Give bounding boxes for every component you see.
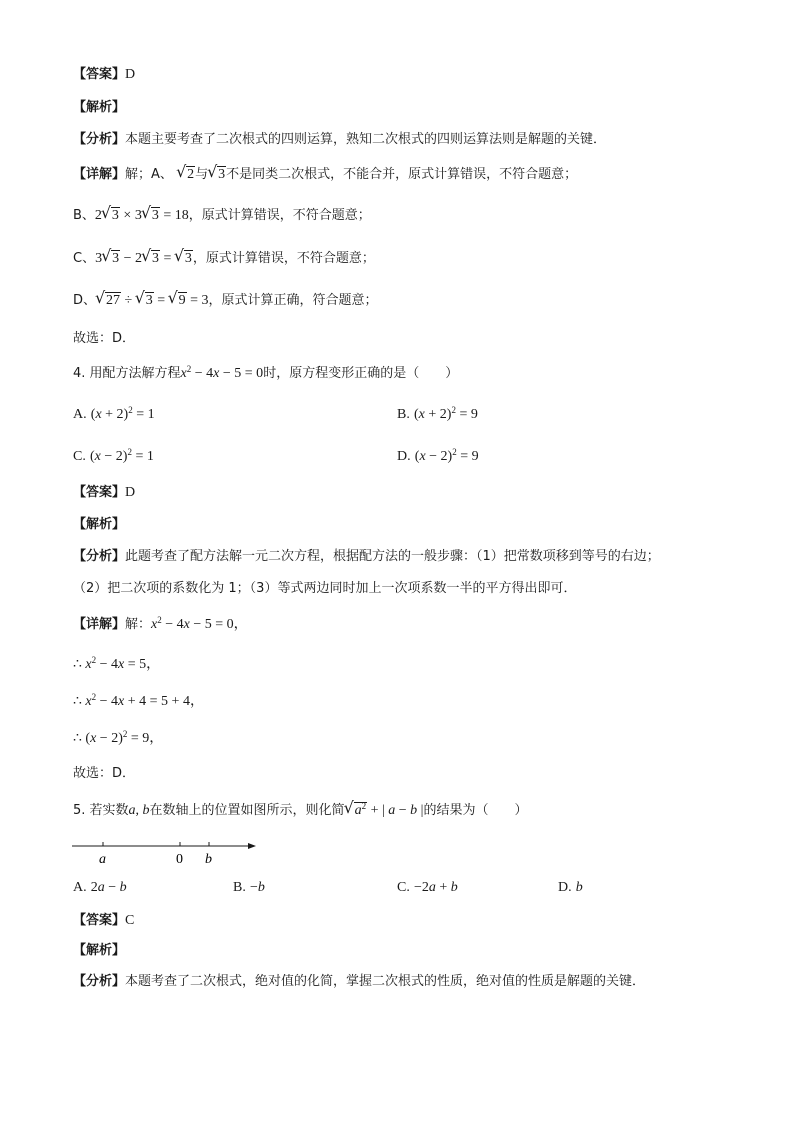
fenxi-tag: 【分析】 — [73, 974, 126, 989]
q3-detail-mid: 与 — [195, 167, 209, 182]
q4-fenxi-text-1: 此题考查了配方法解一元二次方程，根据配方法的一般步骤：（1）把常数项移到等号的右边； — [125, 549, 660, 564]
q5-fenxi-text: 本题考查了二次根式，绝对值的化简，掌握二次根式的性质，绝对值的性质是解题的关键． — [125, 974, 646, 989]
q4-detail-line — [73, 616, 248, 634]
formula-q4-b: $(x + 2)^2 = 9$ — [413, 405, 478, 422]
q3-choose-line — [73, 330, 135, 348]
q5-answer-line — [73, 912, 134, 930]
detail-tag: 【详解】 — [73, 167, 126, 182]
q5-option-a — [73, 879, 127, 897]
q4-option-a — [73, 406, 155, 424]
q4-choose-line — [73, 765, 135, 783]
formula-q4-c: $(x - 2)^2 = 1$ — [89, 447, 154, 464]
q3-b-text: ，原式计算错误，不符合题意； — [188, 208, 371, 223]
q3-c-line — [73, 250, 375, 268]
number-line-arrow-icon — [248, 843, 256, 849]
formula-q4-a: $(x + 2)^2 = 1$ — [90, 405, 155, 422]
formula-d: √ 27 ÷ √ 3 = √ 9 = 3 — [96, 293, 209, 308]
q5-option-c — [397, 879, 458, 897]
q4-step1-line — [73, 656, 160, 674]
formula-c: 3√ 3 − 2√ 3 = √ 3 — [95, 251, 193, 266]
q3-choose: 故选：D． — [73, 331, 136, 346]
q3-answer-line — [73, 66, 135, 84]
q4-option-a-label: A. — [73, 407, 87, 422]
formula-q5-d: b — [575, 880, 583, 895]
q3-b-label: B、 — [73, 208, 95, 223]
formula-q5-expr: √ $a^2$ + | a − b | — [345, 803, 424, 818]
q4-stem — [73, 365, 458, 383]
q4-detail-prefix: 解： — [125, 617, 152, 632]
q5-analysis-line — [73, 942, 125, 960]
q4-step2-line — [73, 693, 204, 711]
answer-tag: 【答案】 — [73, 485, 126, 500]
q4-fenxi-line-1 — [73, 548, 660, 566]
q4-answer: D — [125, 485, 136, 500]
q5-option-d — [558, 879, 583, 897]
q3-d-line — [73, 292, 378, 310]
analysis-tag: 【解析】 — [73, 517, 126, 532]
q4-option-c-label: C. — [73, 449, 86, 464]
formula-q4-step0: $x^2 - 4x - 5 = 0$， — [151, 615, 248, 632]
q3-c-text: ，原式计算错误，不符合题意； — [192, 251, 375, 266]
axis-label-0: 0 — [176, 852, 183, 867]
formula-q5-vars: a, b — [128, 803, 150, 818]
answer-tag: 【答案】 — [73, 67, 126, 82]
formula-q5-c: −2a + b — [413, 880, 458, 895]
q5-option-c-label: C. — [397, 880, 410, 895]
q5-stem-prefix: 5. 若实数 — [73, 803, 129, 818]
q3-detail-a-text: 不是同类二次根式，不能合并，原式计算错误，不符合题意； — [226, 167, 578, 182]
q5-option-a-label: A. — [73, 880, 87, 895]
formula-q4-step3: ∴ $(x - 2)^2 = 9$， — [73, 729, 164, 746]
q4-stem-suffix: 时，原方程变形正确的是（ ） — [263, 366, 459, 381]
q5-stem-mid: 在数轴上的位置如图所示，则化简 — [149, 803, 345, 818]
q4-fenxi-line-2 — [73, 580, 576, 598]
q4-option-d-label: D. — [397, 449, 411, 464]
analysis-tag: 【解析】 — [73, 100, 126, 115]
q4-step3-line — [73, 730, 163, 748]
q5-stem-suffix: 的结果为（ ） — [423, 803, 528, 818]
formula-q5-b: −b — [249, 880, 265, 895]
q3-fenxi-line — [73, 131, 606, 149]
axis-label-a: a — [99, 852, 106, 867]
formula-q4-step1: ∴ $x^2 - 4x = 5$， — [73, 655, 161, 672]
formula-q4-step2: ∴ $x^2 - 4x + 4 = 5 + 4$， — [73, 692, 204, 709]
q3-d-text: ，原式计算正确，符合题意； — [208, 293, 378, 308]
q3-detail-prefix: 解；A、 — [125, 167, 173, 182]
q4-option-c — [73, 448, 154, 466]
q5-option-b-label: B. — [233, 880, 246, 895]
formula-sqrt3: √ 3 — [208, 167, 226, 182]
fenxi-tag: 【分析】 — [73, 549, 126, 564]
q4-analysis-line — [73, 516, 125, 534]
formula-q4-d: $(x - 2)^2 = 9$ — [414, 447, 479, 464]
q3-c-label: C、 — [73, 251, 96, 266]
formula-q4-equation: $x^2 - 4x - 5 = 0$ — [180, 364, 264, 381]
q5-answer: C — [125, 913, 135, 928]
q5-option-b — [233, 879, 265, 897]
q3-fenxi-text: 本题主要考查了二次根式的四则运算，熟知二次根式的四则运算法则是解题的关键． — [125, 132, 607, 147]
q5-stem — [73, 802, 528, 820]
formula-sqrt2: √ 2 — [177, 167, 195, 182]
q3-detail-line — [73, 166, 577, 184]
q3-d-label: D、 — [73, 293, 97, 308]
axis-label-b: b — [205, 852, 212, 867]
q4-fenxi-text-2: （2）把二次项的系数化为 1；（3）等式两边同时加上一次项系数一半的平方得出即可． — [73, 581, 577, 596]
formula-q5-a: 2a − b — [90, 880, 127, 895]
q4-choose: 故选：D． — [73, 766, 136, 781]
q3-answer: D — [125, 67, 136, 82]
detail-tag: 【详解】 — [73, 617, 126, 632]
number-line-figure — [70, 838, 270, 870]
q4-stem-prefix: 4. 用配方法解方程 — [73, 366, 181, 381]
q3-b-line — [73, 207, 371, 225]
analysis-tag: 【解析】 — [73, 943, 126, 958]
q4-option-b-label: B. — [397, 407, 410, 422]
q4-option-b — [397, 406, 478, 424]
q3-analysis-line — [73, 99, 125, 117]
fenxi-tag: 【分析】 — [73, 132, 126, 147]
q5-fenxi-line — [73, 973, 645, 991]
q5-option-d-label: D. — [558, 880, 572, 895]
q4-option-d — [397, 448, 479, 466]
answer-tag: 【答案】 — [73, 913, 126, 928]
formula-b: 2√ 3 × 3√ 3 = 18 — [95, 208, 189, 223]
q4-answer-line — [73, 484, 135, 502]
